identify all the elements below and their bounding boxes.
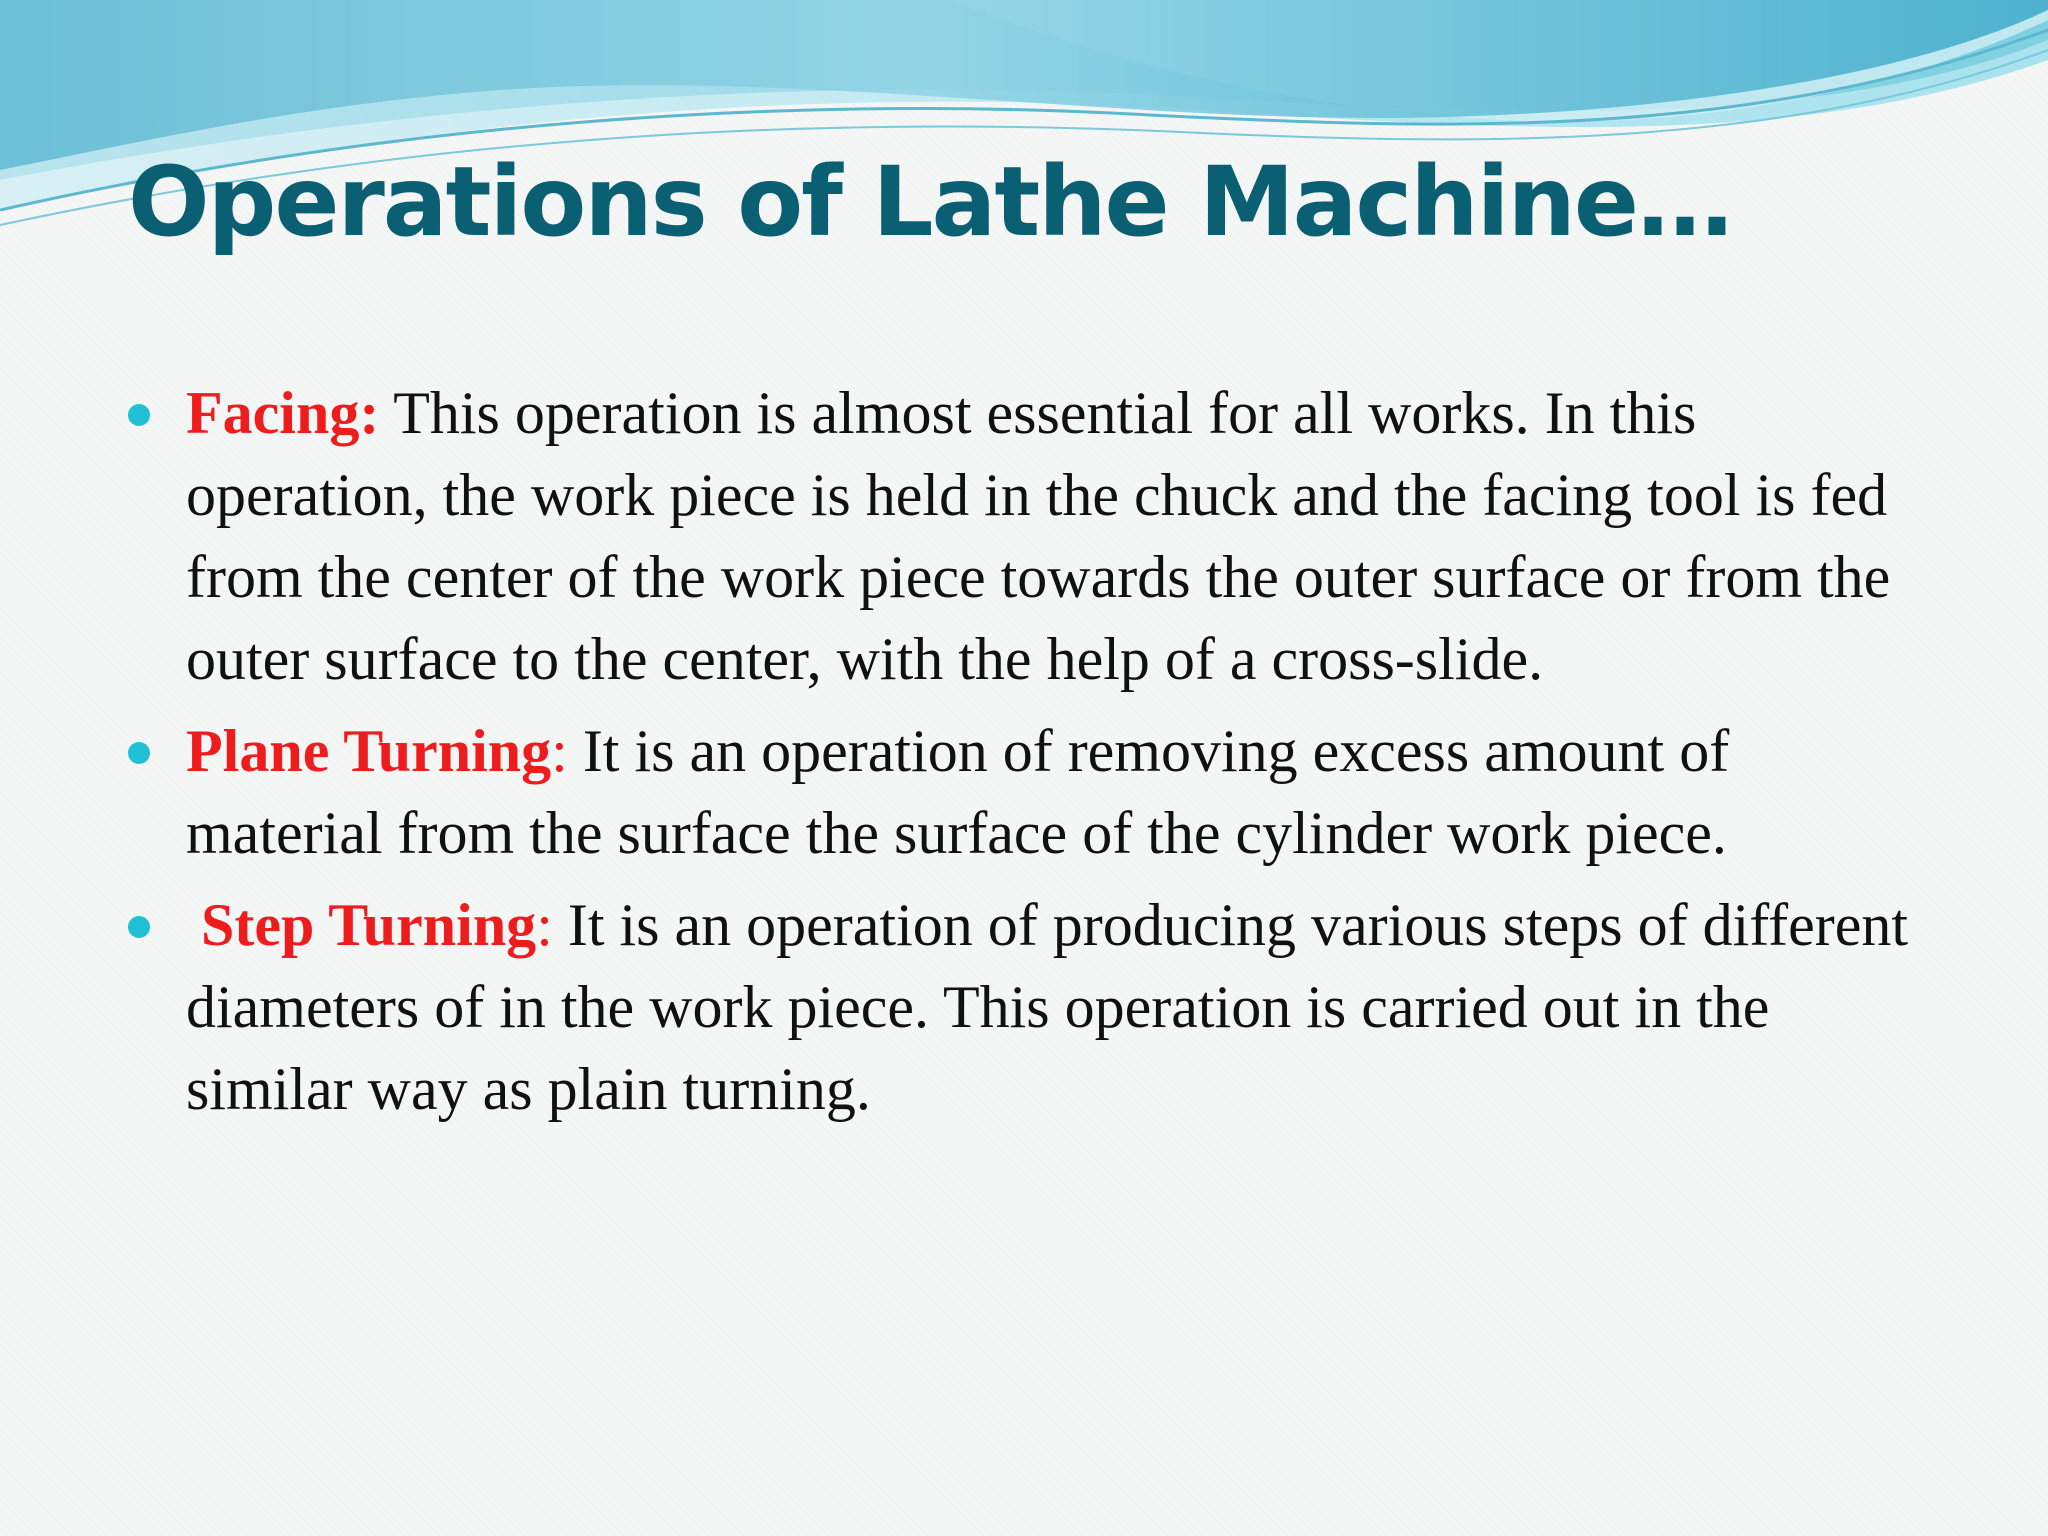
bullet-separator: : [536,892,553,958]
bullet-text: It is an operation of removing excess amount of material from the surface the surface of the cylinder work piece. [186,718,1730,866]
bullet-item-plane-turning [128,710,1928,874]
bullet-term: Plane Turning [186,718,552,784]
bullet-list [128,372,1928,1140]
slide-title: Operations of Lathe Machine… [128,146,1731,258]
bullet-separator: : [551,718,568,784]
bullet-text: This operation is almost essential for all works. In this operation, the work piece is held in the chuck and the facing tool is fed from the center of the work piece towards the outer surface or from the outer surface to the center, with the help of a cross-slide. [186,380,1891,692]
bullet-item-facing [128,372,1928,700]
bullet-item-step-turning [128,884,1928,1130]
bullet-term: Facing: [186,380,380,446]
bullet-dot-icon [128,742,150,764]
bullet-dot-icon [128,404,150,426]
bullet-dot-icon [128,916,150,938]
bullet-term: Step Turning [186,892,537,958]
bullet-text: It is an operation of producing various steps of different diameters of in the work piece. This operation is carried out in the similar way as plain turning. [186,892,1909,1122]
